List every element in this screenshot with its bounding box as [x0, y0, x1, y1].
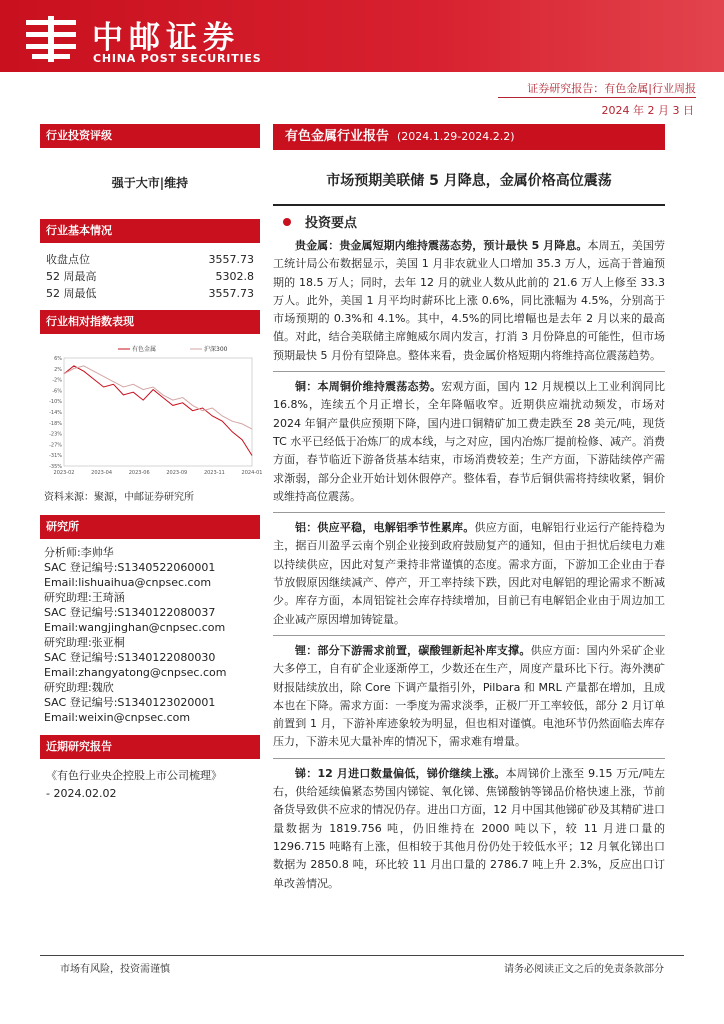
- headline-divider: [273, 204, 665, 206]
- paragraph-copper: [273, 378, 665, 506]
- analyst-email[interactable]: Email:zhangyatong@cnpsec.com: [44, 666, 227, 679]
- analyst-email[interactable]: Email:weixin@cnpsec.com: [44, 711, 191, 724]
- main-content: [273, 124, 665, 899]
- x-tick-label: 2024-01: [241, 470, 263, 476]
- paragraph-lead: 铜：本周铜价维持震荡态势。: [295, 380, 442, 394]
- paragraph-lead: 贵金属：贵金属短期内维持震荡态势，预计最快 5 月降息。: [295, 239, 588, 252]
- analyst-line: 研究助理:张亚桐: [44, 636, 125, 649]
- paragraph-text: 本周五，美国劳工统计局公布数据显示，美国 1 月非农就业人口增加 35.3 万人，远高于普遍预期的 18.5 万人；同时，去年 12 月的就业人数从此前的 21.6 万人上修至 33.3 万人。此外，美国 1 月平均时薪环比上涨 0.6%，同比涨幅为 4.5%，分别高于市场预期的 0.3%和 4.1%。其中，4.5%的同比增幅也是去年 2 月以来的最高值。对此，结合美联储主席鲍威尔周内发言，打消 3 月份降息的可能性，但市场预期最快 5 月份有望降息。整体来看，贵金属价格短期内将维持高位震荡趋势。: [273, 239, 666, 362]
- basics-label: 52 周最低: [46, 287, 97, 300]
- paragraph-aluminum: [273, 519, 665, 629]
- paragraph-lead: 铝：供应平稳，电解铝季节性累库。: [295, 521, 475, 535]
- y-tick-label: -27%: [49, 442, 62, 449]
- y-tick-label: -10%: [49, 399, 62, 406]
- x-tick-label: 2023-06: [128, 470, 150, 476]
- basics-value: 5302.8: [215, 270, 254, 283]
- x-tick-label: 2023-04: [91, 470, 113, 476]
- paragraph-divider: [273, 635, 665, 636]
- paragraph-divider: [273, 758, 665, 759]
- paragraph-text: 宏观方面，国内 12 月规模以上工业利润同比 16.8%，连续五个月正增长，全年降幅收窄。近期供应端扰动频发，市场对 2024 年铜产量供应预期下降，国内进口铜精矿加工费走跌至 28 美元/吨，现货 TC 水平已经低于冶炼厂的成本线，与之对应，国内冶炼厂提前检修、减产。消费方面，春节临近下游备货基本结束，市场消费较差；生产方面，下游陆续停产需求渐弱，部分企业开始计划休假停产。整体看，春节后铜供需将持续收紧，铜价或维持高位震荡。: [273, 380, 665, 503]
- basics-row: [40, 251, 260, 268]
- x-tick-label: 2023-11: [203, 470, 225, 476]
- x-tick-label: 2023-02: [53, 470, 75, 476]
- paragraph-precious-metals: [273, 237, 665, 365]
- report-date: 2024 年 2 月 3 日: [601, 104, 694, 117]
- basics-label: 收盘点位: [46, 253, 90, 266]
- report-type: 证券研究报告：有色金属|行业周报: [527, 82, 696, 95]
- series-line-csi300: [64, 366, 252, 429]
- analyst-line: SAC 登记编号:S1340123020001: [44, 696, 216, 709]
- chart-source: 资料来源：聚源，中邮证券研究所: [44, 492, 194, 503]
- paragraph-text: 供应方面，电解铝行业运行产能持稳为主，据百川盈孚云南个别企业接到政府鼓励复产的通知，但由于担忧后续电力难以持续供应，因此对复产秉持非常谨慎的态度。需求方面，下游加工企业由于春节放假原因继续减产、停产，开工率持续下跌，因此对电解铝的理论需求不断减少。库存方面，本周铝锭社会库存持续增加，目前已有电解铝企业由于周边加工企业减产原因增加铸锭量。: [273, 521, 665, 626]
- page-header: [0, 0, 724, 117]
- basics-value: 3557.73: [208, 253, 254, 266]
- chart-svg: [40, 342, 263, 482]
- basics-row: [40, 285, 260, 302]
- legend-label: 有色金属: [132, 346, 157, 353]
- y-tick-label: -31%: [49, 453, 62, 460]
- bullet-icon: [283, 218, 291, 226]
- china-post-logo-icon: [22, 14, 84, 66]
- y-tick-label: -35%: [49, 464, 62, 470]
- paragraph-lithium: [273, 642, 665, 752]
- y-tick-label: 2%: [54, 366, 62, 373]
- report-period: (2024.1.29-2024.2.2): [397, 130, 515, 143]
- analyst-email[interactable]: Email:lishuaihua@cnpsec.com: [44, 576, 212, 589]
- paragraph-divider: [273, 512, 665, 513]
- brand-name-en: CHINA POST SECURITIES: [93, 52, 262, 65]
- y-tick-label: -23%: [49, 431, 62, 438]
- rating-section-title: 行业投资评级: [40, 124, 260, 148]
- footer-divider: [40, 955, 684, 956]
- paragraph-antimony: [273, 765, 665, 893]
- analyst-line: 研究助理:魏欣: [44, 681, 114, 694]
- report-title-bar: [273, 124, 665, 150]
- recent-section-title: 近期研究报告: [40, 735, 260, 759]
- analyst-line: SAC 登记编号:S1340122080030: [44, 651, 216, 664]
- legend-label: 沪深300: [204, 346, 228, 353]
- basics-list: [40, 251, 260, 302]
- rating-value: 强于大市|维持: [111, 176, 189, 190]
- y-tick-label: -6%: [52, 388, 62, 395]
- paragraph-divider: [273, 371, 665, 372]
- points-heading: [273, 212, 665, 231]
- paragraph-lead: 锑：12 月进口数量偏低，锑价继续上涨。: [295, 766, 506, 780]
- paragraph-text: 本周锑价上涨至 9.15 万元/吨左右，供给延续偏紧态势国内锑锭、氧化锑、焦锑酸钠等锑品价格快速上涨，节前备货导致供不应求的情况仍存。进出口方面，12 月中国其他锑矿砂及其精矿进口量数据为 1819.756 吨，仍旧维持在 2000 吨以下，较 11 月进口量的 1296.715 吨略有上涨，但相较于其他月份仍处于较低水平；12 月氧化锑出口数据为 2850.8 吨，环比较 11 月出口量的 2786.7 吨上升 2.3%，反应出口订单改善情况。: [273, 766, 665, 890]
- perf-section-title: 行业相对指数表现: [40, 310, 260, 334]
- brand-name-cn: 中邮证券: [92, 20, 240, 56]
- basics-section-title: 行业基本情况: [40, 219, 260, 243]
- header-divider: [498, 97, 696, 98]
- relative-index-chart: [40, 342, 263, 482]
- series-line-nonferrous: [64, 366, 252, 456]
- recent-report-link[interactable]: 《有色行业央企控股上市公司梳理》: [46, 769, 222, 782]
- paragraph-text: 供应方面：国内外采矿企业大多停工，自有矿企业逐渐停工，少数还在生产，周度产量环比下行。海外澳矿财报陆续放出，除 Core 下调产量指引外，Pilbara 和 MRL 产量都在增加，且成本也在下降。需求方面：一季度为需求淡季，正极厂开工率较低，部分 2 月订单前置到 1 月，下游补库迹象较为明显，但也相对谨慎。电池环节仍然面临去库存压力，下游未见大量补库的情况下，需求难有增量。: [273, 643, 665, 749]
- analyst-line: SAC 登记编号:S1340522060001: [44, 561, 216, 574]
- recent-report-date: - 2024.02.02: [46, 787, 117, 800]
- chart-frame: [64, 358, 252, 466]
- analyst-line: 研究助理:王琦涵: [44, 591, 125, 604]
- basics-row: [40, 268, 260, 285]
- y-tick-label: -2%: [52, 377, 62, 384]
- paragraph-lead: 锂：部分下游需求前置，碳酸锂新起补库支撑。: [295, 643, 531, 657]
- analyst-email[interactable]: Email:wangjinghan@cnpsec.com: [44, 621, 226, 634]
- basics-label: 52 周最高: [46, 270, 97, 283]
- analyst-line: 分析师:李帅华: [44, 546, 114, 559]
- research-section-title: 研究所: [40, 515, 260, 539]
- basics-value: 3557.73: [208, 287, 254, 300]
- y-tick-label: -14%: [49, 410, 62, 416]
- footer-disclaimer: 请务必阅读正文之后的免责条款部分: [504, 964, 664, 975]
- report-title: 有色金属行业报告: [285, 129, 390, 144]
- analyst-line: SAC 登记编号:S1340122080037: [44, 606, 216, 619]
- y-tick-label: -18%: [49, 420, 62, 427]
- footer-risk-note: 市场有风险，投资需谨慎: [60, 964, 170, 975]
- x-tick-label: 2023-09: [166, 470, 188, 476]
- sidebar: [40, 124, 263, 803]
- analyst-list: [40, 545, 260, 725]
- headline: 市场预期美联储 5 月降息，金属价格高位震荡: [326, 173, 612, 189]
- recent-list: [40, 767, 260, 803]
- y-tick-label: 6%: [54, 356, 62, 362]
- points-title: 投资要点: [305, 216, 358, 231]
